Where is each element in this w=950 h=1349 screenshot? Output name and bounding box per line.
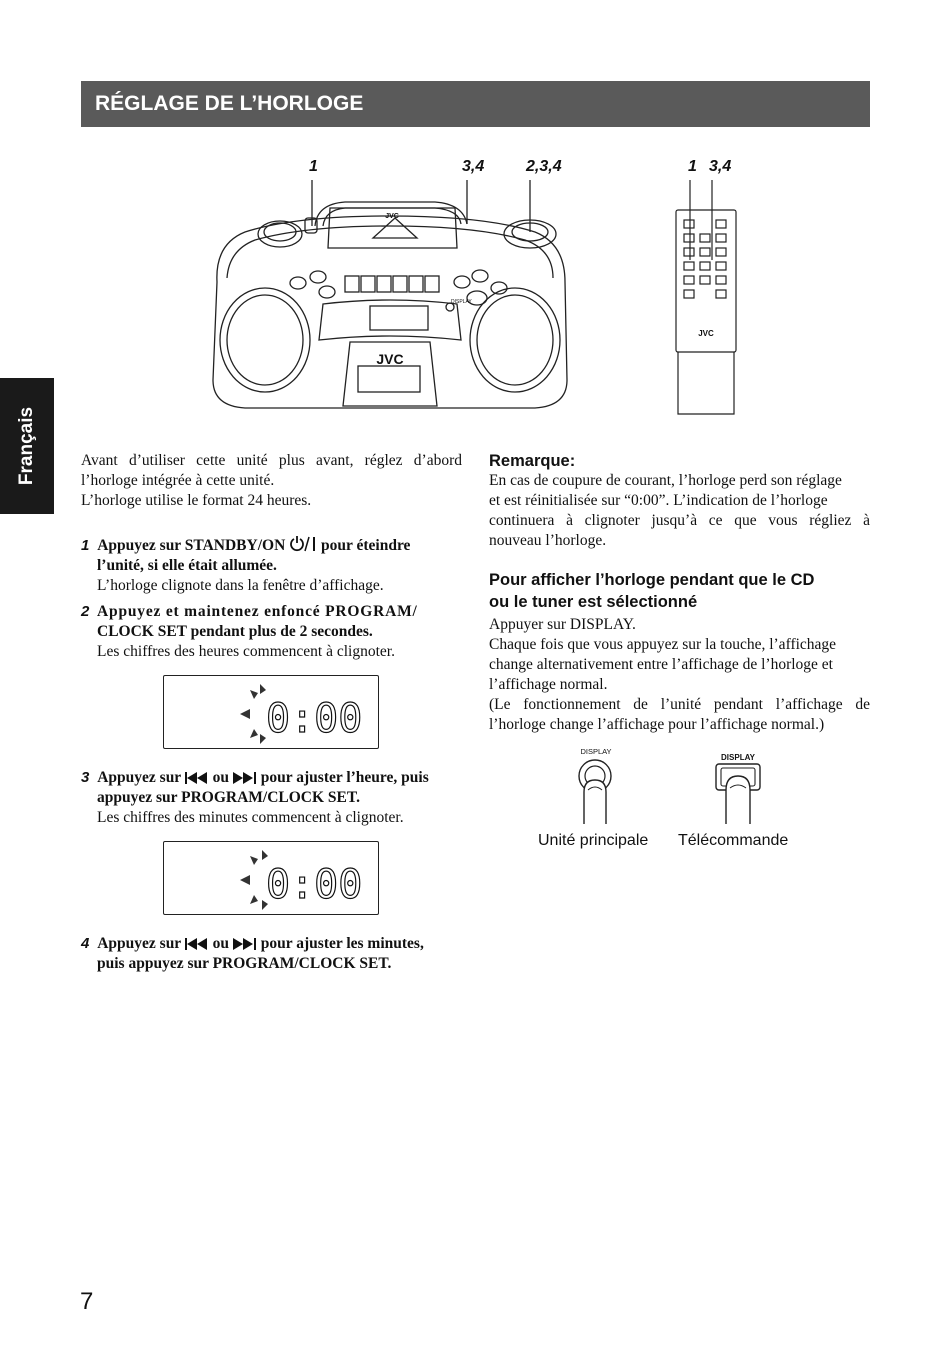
step-1-number: 1 xyxy=(81,537,90,554)
step-1 xyxy=(81,536,462,556)
minutes-blink-indicator xyxy=(164,842,378,914)
step-4 xyxy=(81,934,471,954)
clock-display-hours xyxy=(163,675,379,749)
step-3-number: 3 xyxy=(81,769,90,786)
caption-main-unit: Unité principale xyxy=(538,832,649,849)
language-tab xyxy=(0,378,54,514)
remark-line-3: continuera à clignoter jusqu’à ce que vous régliez à xyxy=(489,512,870,529)
hours-blink-indicator xyxy=(164,676,378,748)
intro-line-3: L’horloge utilise le format 24 heures. xyxy=(81,492,312,509)
display-section-title-2: ou le tuner est sélectionné xyxy=(489,593,698,611)
display-line-2: Chaque fois que vous appuyez sur la touche, l’affichage xyxy=(489,636,837,653)
step-2-line-1: Appuyez et maintenez enfoncé PROGRAM/ xyxy=(97,603,418,620)
language-tab-label: Français xyxy=(16,406,37,486)
callout-remote-1: 1 xyxy=(688,158,697,175)
boombox-brand: JVC xyxy=(376,351,404,367)
remote-illustration xyxy=(670,180,742,416)
skip-forward-icon xyxy=(233,938,257,950)
step-4-text-c: pour ajuster les minutes, xyxy=(260,935,424,952)
main-display-label: DISPLAY xyxy=(580,747,612,756)
clock-display-minutes xyxy=(163,841,379,915)
step-2 xyxy=(81,602,462,622)
callout-2-3-4: 2,3,4 xyxy=(526,158,562,175)
callout-1: 1 xyxy=(309,158,318,175)
standby-power-icon xyxy=(289,536,317,552)
callout-remote-3-4: 3,4 xyxy=(709,158,732,175)
display-line-1: Appuyer sur DISPLAY. xyxy=(489,616,636,633)
display-line-6: l’horloge change l’affichage pour l’affichage normal.) xyxy=(489,716,825,733)
display-line-4: l’affichage normal. xyxy=(489,676,608,693)
section-title: RÉGLAGE DE L’HORLOGE xyxy=(95,92,364,115)
boombox-lid-brand: JVC xyxy=(385,213,399,220)
boombox-illustration xyxy=(205,180,575,412)
remote-brand: JVC xyxy=(698,329,714,338)
minutes-digits: 0:00 xyxy=(266,862,363,908)
skip-forward-icon xyxy=(233,772,257,784)
boombox-display-label: DISPLAY xyxy=(451,299,472,305)
step-4-number: 4 xyxy=(81,935,90,952)
step-1-line-2: l’unité, si elle était allumée. xyxy=(97,557,277,574)
step-4-text-b: ou xyxy=(212,935,230,952)
step-3-sub: Les chiffres des minutes commencent à clignoter. xyxy=(97,809,404,826)
section-title-banner xyxy=(81,81,870,127)
display-line-3: change alternativement entre l’affichage de l’horloge et xyxy=(489,656,833,673)
remark-line-1: En cas de coupure de courant, l’horloge perd son réglage xyxy=(489,472,842,489)
step-3-line-2: appuyez sur PROGRAM/CLOCK SET. xyxy=(97,789,360,806)
step-3-text-b: ou xyxy=(212,769,230,786)
remark-line-2: et est réinitialisée sur “0:00”. L’indication de l’horloge xyxy=(489,492,828,509)
step-4-text-a: Appuyez sur xyxy=(97,935,181,952)
remote-display-label: DISPLAY xyxy=(721,753,755,762)
remark-title: Remarque: xyxy=(489,452,576,470)
step-4-line-2: puis appuyez sur PROGRAM/CLOCK SET. xyxy=(97,955,392,972)
skip-back-icon xyxy=(185,772,209,784)
page-number: 7 xyxy=(80,1288,94,1315)
step-2-number: 2 xyxy=(81,603,90,620)
intro-line-1: Avant d’utiliser cette unité plus avant, réglez d’abord xyxy=(81,452,462,469)
skip-back-icon xyxy=(185,938,209,950)
remark-line-4: nouveau l’horloge. xyxy=(489,532,607,549)
remote-display-button xyxy=(712,748,766,824)
callout-3-4: 3,4 xyxy=(462,158,485,175)
step-3-text-c: pour ajuster l’heure, puis xyxy=(260,769,429,786)
step-3-text-a: Appuyez sur xyxy=(97,769,181,786)
display-line-5: (Le fonctionnement de l’unité pendant l’affichage de xyxy=(489,696,870,713)
main-unit-display-button xyxy=(568,744,628,824)
step-2-line-2: CLOCK SET pendant plus de 2 secondes. xyxy=(97,623,373,640)
intro-line-2: l’horloge intégrée à cette unité. xyxy=(81,472,275,489)
caption-remote: Télécommande xyxy=(678,832,789,849)
step-1-sub: L’horloge clignote dans la fenêtre d’affichage. xyxy=(97,577,384,594)
step-1-text-a: Appuyez sur STANDBY/ON xyxy=(97,537,286,554)
step-1-text-b: pour éteindre xyxy=(321,537,411,554)
display-section-title-1: Pour afficher l’horloge pendant que le CD xyxy=(489,571,815,589)
step-3 xyxy=(81,768,471,788)
step-2-sub: Les chiffres des heures commencent à clignoter. xyxy=(97,643,395,660)
hours-digits: 0:00 xyxy=(266,696,363,742)
